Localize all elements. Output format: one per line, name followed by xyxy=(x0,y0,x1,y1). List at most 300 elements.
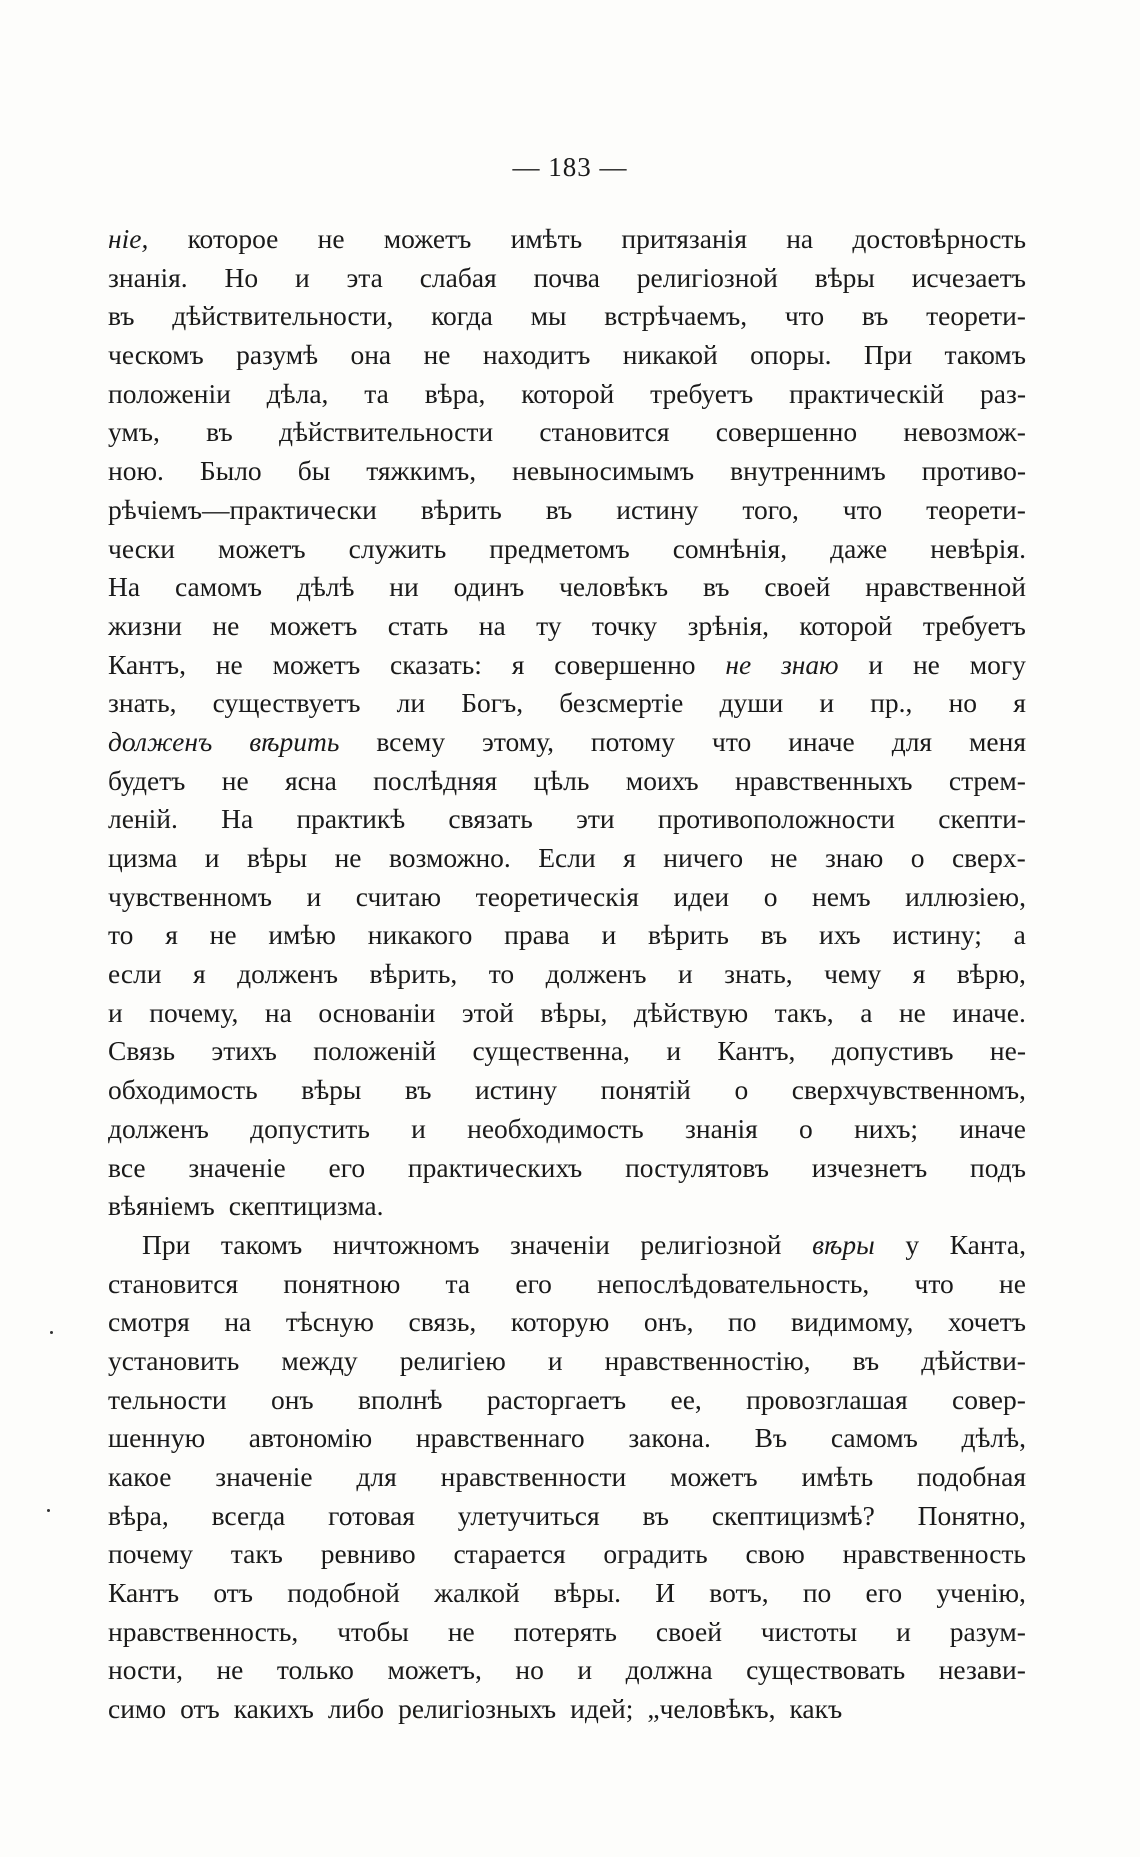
word: дѣйствительности xyxy=(278,416,494,448)
text-line xyxy=(108,916,1026,955)
word: вотъ, xyxy=(709,1577,769,1609)
word: имѣть xyxy=(510,223,583,254)
text-line xyxy=(108,607,1026,646)
word: не xyxy=(317,223,345,254)
word: и xyxy=(677,958,693,990)
word: либо xyxy=(327,1693,385,1725)
word: та xyxy=(364,377,389,409)
word: и xyxy=(577,1654,593,1686)
text-line xyxy=(108,452,1026,491)
word: стрем- xyxy=(948,764,1026,796)
word: этому, xyxy=(482,725,554,757)
word: имѣть xyxy=(801,1461,874,1492)
text-line xyxy=(108,1690,1026,1729)
word: на xyxy=(786,223,814,254)
word: нравственности xyxy=(440,1461,627,1492)
word: и xyxy=(601,919,617,951)
italic-word: долженъ xyxy=(108,725,213,757)
text-line xyxy=(108,1381,1026,1420)
word: для xyxy=(891,725,933,757)
word: все xyxy=(108,1151,146,1183)
word: и xyxy=(868,648,884,680)
word: изчезнетъ xyxy=(811,1151,928,1183)
word: встрѣчаемъ, xyxy=(604,300,748,332)
word: этихъ xyxy=(211,1035,277,1067)
text-line xyxy=(108,839,1026,878)
word: подобная xyxy=(916,1461,1026,1492)
print-speck xyxy=(50,1331,53,1334)
word: и xyxy=(306,880,322,912)
word: невозмож- xyxy=(903,416,1026,448)
word: существуетъ xyxy=(212,687,361,719)
word: которую xyxy=(510,1306,610,1338)
word: При xyxy=(863,339,913,371)
text-line xyxy=(108,1071,1026,1110)
word: понятною xyxy=(283,1267,401,1299)
word: непослѣдовательность, xyxy=(597,1267,870,1299)
word: стать xyxy=(387,609,449,641)
word: служить xyxy=(348,532,447,564)
word: незави- xyxy=(938,1654,1026,1686)
word: основаніи xyxy=(318,996,436,1028)
word: можетъ xyxy=(272,648,361,680)
word: я xyxy=(912,958,926,990)
word: леній. xyxy=(108,803,178,835)
word: не xyxy=(334,842,362,873)
word: бы xyxy=(297,455,331,487)
word: то xyxy=(108,919,134,951)
word: послѣдняя xyxy=(373,764,498,796)
word: не xyxy=(898,996,926,1028)
word: хочетъ xyxy=(947,1306,1026,1338)
word: долженъ xyxy=(108,1112,209,1144)
word: можетъ xyxy=(670,1461,758,1492)
word: чему xyxy=(824,958,882,990)
word: почему xyxy=(108,1538,193,1570)
word: теорети- xyxy=(926,493,1026,525)
word: И xyxy=(655,1577,676,1609)
word: на xyxy=(478,609,506,641)
word: не xyxy=(912,648,940,680)
word: религіозныхъ xyxy=(398,1693,557,1725)
word: исчезаетъ xyxy=(911,261,1026,293)
word: смотря xyxy=(108,1306,190,1338)
word: эти xyxy=(576,803,615,835)
word: шенную xyxy=(108,1422,206,1454)
word: значеніе xyxy=(215,1461,313,1492)
word: потерять xyxy=(513,1615,617,1647)
word: не xyxy=(216,1654,244,1686)
word: возможно. xyxy=(388,842,511,873)
word: и xyxy=(547,1344,563,1376)
word: чески xyxy=(108,532,176,564)
word: она xyxy=(350,339,392,371)
word: опоры. xyxy=(750,339,832,371)
word: старается xyxy=(453,1538,566,1570)
word: раз- xyxy=(980,377,1026,409)
word: знать, xyxy=(108,687,177,719)
word: самомъ xyxy=(174,571,262,603)
word: та xyxy=(445,1267,471,1299)
word: сказать: xyxy=(390,648,482,680)
word: религіозной xyxy=(640,1228,782,1260)
word: вѣра, xyxy=(424,377,486,409)
word: автономію xyxy=(248,1422,373,1454)
word: положеній xyxy=(313,1035,437,1067)
word: вѣры xyxy=(301,1074,362,1106)
word: которой xyxy=(521,377,615,409)
word: Въ xyxy=(754,1422,788,1454)
text-line xyxy=(108,259,1026,298)
word: внутреннимъ xyxy=(730,455,886,487)
word: должна xyxy=(625,1654,713,1686)
text-line xyxy=(108,800,1026,839)
word: готовая xyxy=(328,1499,415,1531)
word: никакой xyxy=(622,339,718,371)
word: такомъ xyxy=(220,1228,303,1260)
word: въ xyxy=(861,300,889,332)
word: не xyxy=(998,1267,1026,1299)
word: достовѣрность xyxy=(852,223,1026,254)
word: то xyxy=(488,958,515,990)
word: дѣлѣ xyxy=(296,571,355,603)
word: даже xyxy=(830,532,888,564)
word: нравственность, xyxy=(108,1615,299,1647)
italic-word: вѣры xyxy=(812,1228,875,1260)
word: „человѣкъ, xyxy=(647,1693,776,1725)
word: мы xyxy=(530,300,567,332)
word: отъ xyxy=(180,1693,220,1725)
word: ученію, xyxy=(936,1577,1026,1609)
text-line xyxy=(108,1651,1026,1690)
word: отъ xyxy=(213,1577,254,1609)
word: истину; xyxy=(892,919,982,951)
word: Но xyxy=(224,261,259,293)
word: никакого xyxy=(367,919,473,951)
word: дѣйствую xyxy=(633,996,749,1028)
word: не xyxy=(215,648,243,680)
word: совершенно xyxy=(715,416,858,448)
word: становится xyxy=(108,1267,239,1299)
word: жалкой xyxy=(434,1577,520,1609)
word: считаю xyxy=(355,880,442,912)
word: можетъ xyxy=(383,223,472,254)
word: расторгаетъ xyxy=(486,1383,627,1415)
word: что xyxy=(784,300,825,332)
word: можетъ, xyxy=(387,1654,482,1686)
word: ческомъ xyxy=(108,339,204,371)
word: сверх- xyxy=(951,842,1026,873)
word: существенна, xyxy=(472,1035,630,1067)
word: Богъ, xyxy=(461,687,524,719)
word: ли xyxy=(396,687,426,719)
word: ничего xyxy=(663,842,744,873)
word: понятій xyxy=(600,1074,691,1106)
word: и xyxy=(411,1112,426,1144)
italic-word: ніе, xyxy=(108,223,149,254)
word: чувственномъ xyxy=(108,880,272,912)
word: нравственнаго xyxy=(415,1422,585,1454)
word: между xyxy=(281,1344,358,1376)
word: знанія xyxy=(684,1112,758,1144)
text-line xyxy=(108,1226,1026,1265)
word: потому xyxy=(590,725,676,757)
word: Если xyxy=(538,842,596,873)
word: въ xyxy=(702,571,730,603)
word: закона. xyxy=(628,1422,711,1454)
word: свою xyxy=(745,1538,805,1570)
word: На xyxy=(108,571,141,603)
word: можетъ xyxy=(218,532,306,564)
word: зрѣнія, xyxy=(687,609,770,641)
word: а xyxy=(860,996,873,1028)
word: установить xyxy=(108,1344,240,1376)
word: вѣра, xyxy=(108,1499,169,1531)
word: души xyxy=(719,687,784,719)
word: въ xyxy=(404,1074,432,1106)
text-line xyxy=(108,646,1026,685)
word: всему xyxy=(376,725,446,757)
word: своей xyxy=(764,571,831,603)
word: ничтожномъ xyxy=(332,1228,480,1260)
word: я xyxy=(511,648,525,680)
word: знаю xyxy=(824,842,884,873)
word: о xyxy=(910,842,925,873)
word: положеніи xyxy=(108,377,231,409)
word: такъ xyxy=(230,1538,283,1570)
word: видимому, xyxy=(791,1306,914,1338)
word: самомъ xyxy=(830,1422,918,1454)
word: совер- xyxy=(952,1383,1026,1415)
word: дѣйствительности, xyxy=(172,300,394,332)
word: вѣрить xyxy=(420,493,502,525)
word: и xyxy=(204,842,220,873)
word: истину xyxy=(475,1074,558,1106)
word: иллюзіею, xyxy=(905,880,1026,912)
word: иначе xyxy=(959,1112,1026,1144)
word: какъ xyxy=(789,1693,843,1725)
word: чистоты xyxy=(760,1615,858,1647)
word: религіозной xyxy=(636,261,778,293)
text-line xyxy=(108,1458,1026,1497)
word: имѣю xyxy=(268,919,336,951)
word: иначе xyxy=(788,725,855,757)
word: слабая xyxy=(419,261,497,293)
word: его xyxy=(515,1267,552,1299)
word: ясна xyxy=(285,764,337,796)
word: религіею xyxy=(399,1344,506,1376)
word: связь, xyxy=(408,1306,477,1338)
word: когда xyxy=(431,300,493,332)
word: практическихъ xyxy=(407,1151,583,1183)
word: Кантъ xyxy=(108,1577,180,1609)
word: о xyxy=(763,880,778,912)
word: всегда xyxy=(211,1499,286,1531)
word: ни xyxy=(389,571,419,603)
word: безсмертіе xyxy=(559,687,684,719)
page-number: — 183 — xyxy=(512,152,628,182)
word: у xyxy=(905,1228,920,1260)
text-line xyxy=(108,1032,1026,1071)
word: долженъ xyxy=(545,958,647,990)
word: въ xyxy=(206,416,233,448)
word: притязанія xyxy=(621,223,747,254)
word: онъ xyxy=(270,1383,314,1415)
word: На xyxy=(221,803,254,835)
word: идей; xyxy=(570,1693,634,1725)
word: человѣкъ xyxy=(559,571,669,603)
word: ревниво xyxy=(320,1538,416,1570)
word: въ xyxy=(545,493,573,525)
word: я xyxy=(193,958,206,990)
text-line xyxy=(108,220,1026,259)
word: предметомъ xyxy=(489,532,630,564)
word: въ xyxy=(760,919,788,951)
word: симо xyxy=(108,1693,167,1725)
word: жизни xyxy=(108,609,183,641)
word: сверхчувственномъ, xyxy=(791,1074,1026,1106)
text-line xyxy=(108,1265,1026,1304)
word: права xyxy=(504,919,570,951)
word: о xyxy=(734,1074,749,1106)
word: практическій xyxy=(789,377,945,409)
word: не xyxy=(212,609,240,641)
word: вѣяніемъ xyxy=(108,1190,215,1222)
word: точку xyxy=(591,609,658,641)
word: но xyxy=(515,1654,544,1686)
word: почва xyxy=(533,261,600,293)
word: теоретическія xyxy=(475,880,639,912)
word: дѣйстви- xyxy=(921,1344,1026,1376)
word: улетучиться xyxy=(457,1499,600,1531)
word: какихъ xyxy=(233,1693,314,1725)
text-line xyxy=(108,568,1026,607)
word: вполнѣ xyxy=(358,1383,443,1415)
word: и xyxy=(108,996,123,1028)
word: провозглашая xyxy=(746,1383,908,1415)
word: о xyxy=(799,1112,813,1144)
word: противо- xyxy=(921,455,1026,487)
word: нравственность xyxy=(842,1538,1026,1570)
text-line xyxy=(108,684,1026,723)
word: не xyxy=(221,764,249,796)
word: находитъ xyxy=(482,339,591,371)
text-line xyxy=(108,1110,1026,1149)
word: Понятно, xyxy=(917,1499,1026,1531)
word: вѣры, xyxy=(540,996,608,1028)
text-line xyxy=(108,1342,1026,1381)
word: моихъ xyxy=(625,764,699,796)
word: ее, xyxy=(670,1383,702,1415)
word: становится xyxy=(539,416,670,448)
word: что xyxy=(914,1267,954,1299)
word: не xyxy=(770,842,798,873)
italic-word: вѣрить xyxy=(249,725,340,757)
word: на xyxy=(224,1306,252,1338)
word: оградить xyxy=(603,1538,708,1570)
word: будетъ xyxy=(108,764,186,796)
word: его xyxy=(865,1577,903,1609)
text-line xyxy=(108,955,1026,994)
word: нихъ; xyxy=(854,1112,919,1144)
word: связать xyxy=(448,803,533,835)
word: вѣрить, xyxy=(369,958,458,990)
word: для xyxy=(356,1461,397,1492)
word: нравственностію, xyxy=(604,1344,811,1376)
word: не xyxy=(209,919,237,951)
word: скептицизмѣ? xyxy=(711,1499,875,1531)
text-line xyxy=(108,994,1026,1033)
word: Кантъ, xyxy=(108,648,187,680)
text-line xyxy=(108,1497,1026,1536)
word: Связь xyxy=(108,1035,176,1067)
word: въ xyxy=(642,1499,669,1531)
word: требуетъ xyxy=(922,609,1026,641)
word: меня xyxy=(969,725,1026,757)
word: скептицизма. xyxy=(228,1190,384,1222)
word: и xyxy=(294,261,310,293)
word: чтобы xyxy=(337,1615,409,1647)
word: значеніи xyxy=(510,1228,610,1260)
word: эта xyxy=(346,261,383,293)
word: знать, xyxy=(724,958,793,990)
word: ихъ xyxy=(819,919,861,951)
word: вѣры. xyxy=(553,1577,621,1609)
text-line xyxy=(108,1149,1026,1188)
word: ту xyxy=(536,609,562,641)
word: тѣсную xyxy=(285,1306,374,1338)
word: и xyxy=(666,1035,682,1067)
word: немъ xyxy=(812,880,871,912)
word: противоположности xyxy=(657,803,895,835)
text-line xyxy=(108,297,1026,336)
word: въ xyxy=(852,1344,880,1376)
word: только xyxy=(276,1654,354,1686)
word: цизма xyxy=(108,842,178,873)
word: я xyxy=(165,919,178,951)
word: почему, xyxy=(149,996,239,1028)
word: по xyxy=(728,1306,757,1338)
word: что xyxy=(842,493,883,525)
word: какое xyxy=(108,1461,172,1492)
word: цѣль xyxy=(533,764,590,796)
word: знанія. xyxy=(108,261,188,293)
word: вѣры xyxy=(246,842,308,873)
text-line xyxy=(108,1613,1026,1652)
word: дѣла, xyxy=(266,377,329,409)
word: При xyxy=(142,1228,191,1260)
word: вѣрю, xyxy=(956,958,1026,990)
word: такъ, xyxy=(774,996,834,1028)
word: разумѣ xyxy=(236,339,319,371)
word: подобной xyxy=(287,1577,400,1609)
word: постулятовъ xyxy=(625,1151,769,1183)
word: невыносимымъ xyxy=(512,455,695,487)
text-line xyxy=(108,1419,1026,1458)
word: совершенно xyxy=(554,648,696,680)
word: допустивъ xyxy=(831,1035,954,1067)
word: но xyxy=(948,687,978,719)
word: не xyxy=(447,1615,475,1647)
body-text xyxy=(108,220,1026,1729)
italic-word: знаю xyxy=(781,648,839,680)
word: и xyxy=(819,687,835,719)
word: разум- xyxy=(949,1615,1026,1647)
word: не xyxy=(423,339,451,371)
text-line xyxy=(108,1303,1026,1342)
text-line xyxy=(108,1574,1026,1613)
word: одинъ xyxy=(453,571,525,603)
